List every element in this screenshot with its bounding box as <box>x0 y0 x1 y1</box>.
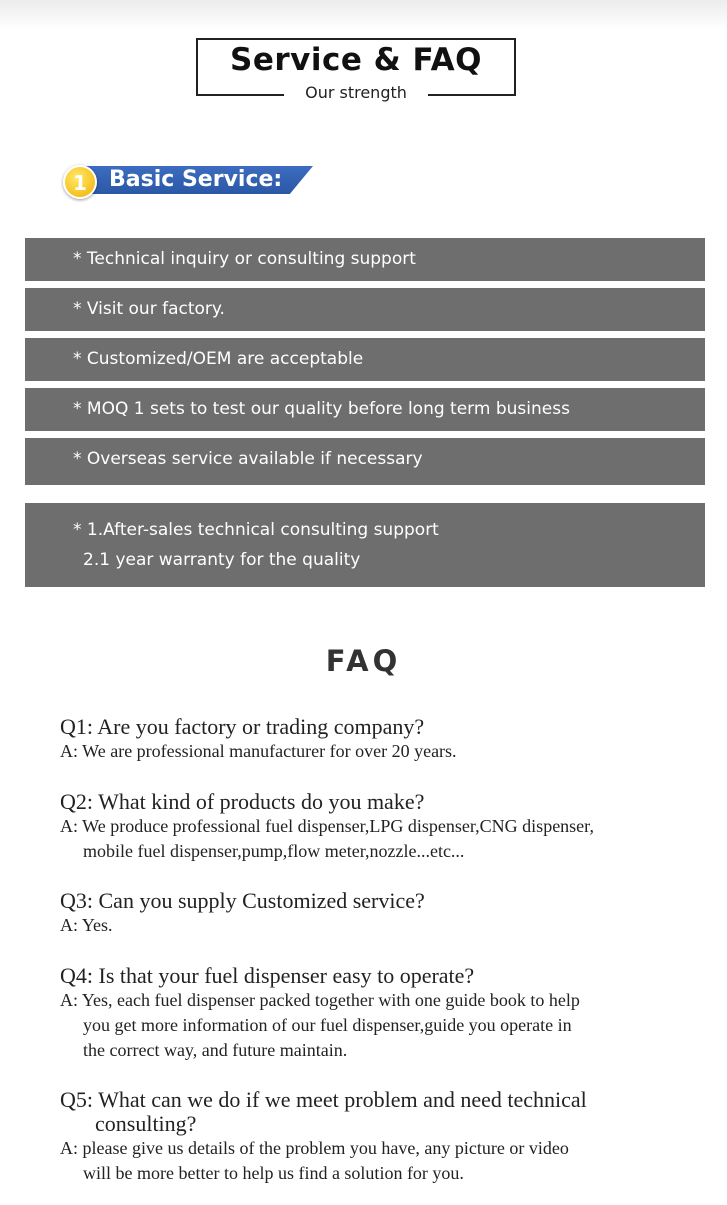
faq-item-5 <box>60 1088 700 1186</box>
service-item-1 <box>25 238 705 281</box>
service-item-2 <box>25 288 705 331</box>
faq-answer-line: the correct way, and future maintain. <box>83 1040 348 1060</box>
faq-answer-line: you get more information of our fuel dispenser,guide you operate in <box>83 1015 572 1035</box>
number-one-icon <box>63 165 97 199</box>
faq-answer <box>60 814 700 864</box>
basic-service-banner <box>63 163 323 201</box>
banner-number: 1 <box>73 171 87 195</box>
after-sales-line-1: * 1.After-sales technical consulting support <box>73 520 439 540</box>
top-shade <box>0 0 727 30</box>
faq-question <box>60 1088 700 1136</box>
service-item-text: * Customized/OEM are acceptable <box>73 349 364 369</box>
after-sales-box <box>25 503 705 587</box>
faq-answer <box>60 739 700 764</box>
faq-heading: FAQ <box>325 644 402 678</box>
faq-answer-line: A: Yes, each fuel dispenser packed together with one guide book to help <box>60 990 580 1010</box>
faq-answer-line: A: Yes. <box>60 915 113 935</box>
service-item-text: * Overseas service available if necessary <box>73 449 423 469</box>
faq-question: Q2: What kind of products do you make? <box>60 789 425 814</box>
section-title-box <box>196 38 516 102</box>
service-item-text: * MOQ 1 sets to test our quality before long term business <box>73 399 570 419</box>
faq-answer-line: A: We are professional manufacturer for over 20 years. <box>60 741 457 761</box>
faq-answer-line: A: We produce professional fuel dispenser,LPG dispenser,CNG dispenser, <box>60 816 594 836</box>
service-item-3 <box>25 338 705 381</box>
faq-item-2 <box>60 790 700 864</box>
faq-answer-line: mobile fuel dispenser,pump,flow meter,nozzle...etc... <box>83 841 465 861</box>
page-subtitle: Our strength <box>284 83 428 103</box>
faq-question: Q1: Are you factory or trading company? <box>60 714 425 739</box>
faq-answer <box>60 1136 700 1186</box>
faq-answer <box>60 988 700 1063</box>
service-item-text: * Technical inquiry or consulting support <box>73 249 416 269</box>
basic-service-label: Basic Service: <box>109 167 283 192</box>
faq-question: Q3: Can you supply Customized service? <box>60 888 425 913</box>
faq-item-1 <box>60 715 700 764</box>
faq-answer <box>60 913 700 938</box>
faq-question-line: Q5: What can we do if we meet problem and need technical <box>60 1087 587 1112</box>
after-sales-line-2: 2.1 year warranty for the quality <box>83 550 361 570</box>
faq-answer-line: will be more better to help us find a solution for you. <box>83 1163 464 1183</box>
service-item-5 <box>25 438 705 485</box>
faq-item-4 <box>60 964 700 1063</box>
service-item-text: * Visit our factory. <box>73 299 225 319</box>
faq-item-3 <box>60 889 700 938</box>
faq-question: Q4: Is that your fuel dispenser easy to operate? <box>60 963 475 988</box>
service-item-4 <box>25 388 705 431</box>
page-title: Service & FAQ <box>230 42 482 78</box>
faq-question-line: consulting? <box>95 1111 197 1136</box>
faq-answer-line: A: please give us details of the problem you have, any picture or video <box>60 1138 569 1158</box>
